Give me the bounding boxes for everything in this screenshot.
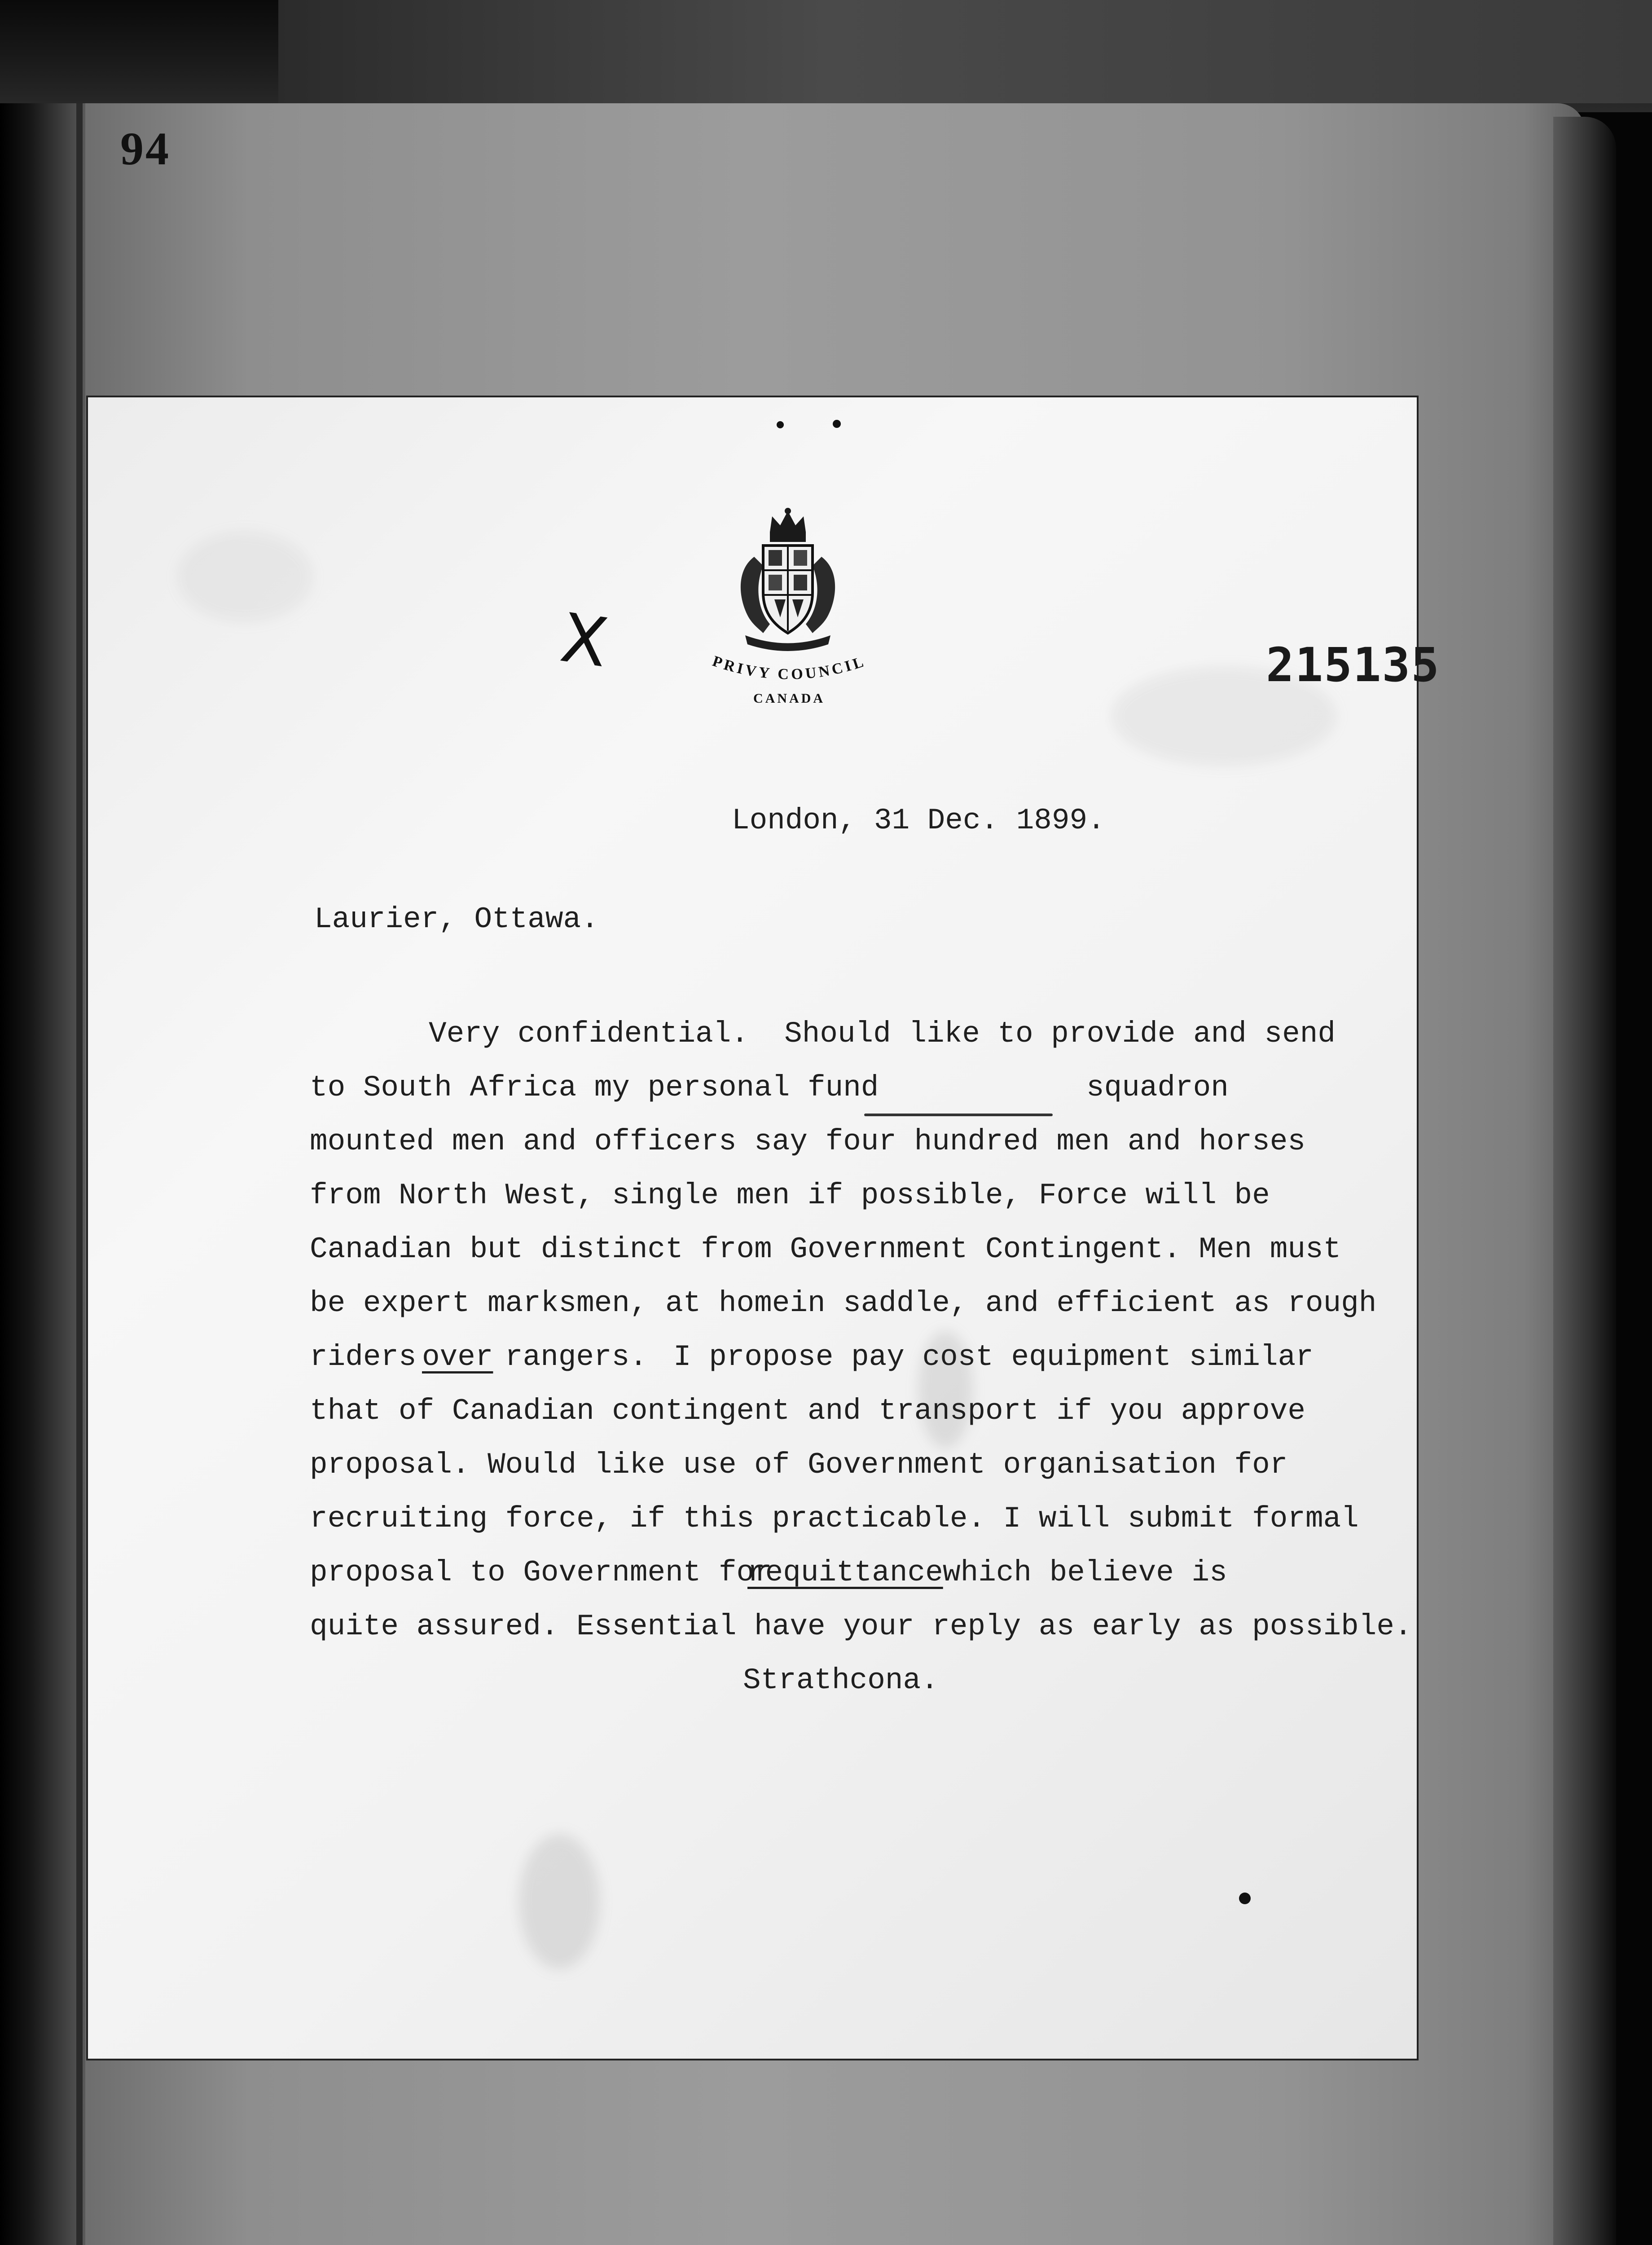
ink-dot [833,420,841,428]
body-line-10: recruiting force, if this practicable. I will submit formal [310,1502,1359,1536]
ink-dot [777,421,784,428]
signature: Strathcona. [743,1664,939,1697]
svg-text:PRIVY COUNCIL [710,653,868,683]
body-line-1: Very confidential. Should like to provide and send [429,1017,1336,1051]
body-word-squadron: squadron [1086,1071,1229,1105]
body-line-12: quite assured. Essential have your reply as early as possible. [310,1610,1412,1643]
recipient: Laurier, Ottawa. [314,902,599,936]
place-date: London, 31 Dec. 1899. [732,804,1105,837]
document-number: 215135 [1266,638,1440,692]
ink-dot [1239,1893,1251,1904]
book-binding [0,103,85,2245]
body-line-6: be expert marksmen, at homein saddle, and efficient as rough [310,1286,1377,1320]
annotation-x-mark: X [556,599,613,683]
coat-of-arms-icon [727,507,848,651]
film-top-shade [278,0,1652,103]
body-line-11: proposal to Government for [310,1556,772,1589]
body-line-8: that of Canadian contingent and transport if you approve [310,1394,1305,1428]
body-word-requittance-underlined: requittance [747,1556,943,1589]
folio-number: 94 [120,123,171,175]
body-word-rangers: rangers. [505,1340,647,1374]
body-line-2: to South Africa my personal fund [310,1071,879,1105]
crest-caption [695,644,883,712]
paper-stain [519,1834,600,1969]
body-line-3: mounted men and officers say four hundred men and horses [310,1125,1305,1158]
body-line-7: I propose pay cost equipment similar [673,1340,1314,1374]
body-line-4: from North West, single men if possible, Force will be [310,1179,1270,1212]
body-line-9: proposal. Would like use of Government organisation for [310,1448,1288,1482]
crest-caption-line1: PRIVY COUNCIL [710,653,868,683]
ledger-margin-rule [76,103,83,2245]
body-line-5: Canadian but distinct from Government Contingent. Men must [310,1233,1341,1266]
paper-stain [178,532,312,622]
body-line-11-end: which believe is [943,1556,1227,1589]
ledger-right-edge [1553,117,1616,2245]
body-word-riders: riders [310,1340,417,1374]
crest-caption-line2: CANADA [753,691,825,706]
body-word-over-underlined: over [422,1340,493,1374]
blank-fill-line [864,1114,1053,1116]
